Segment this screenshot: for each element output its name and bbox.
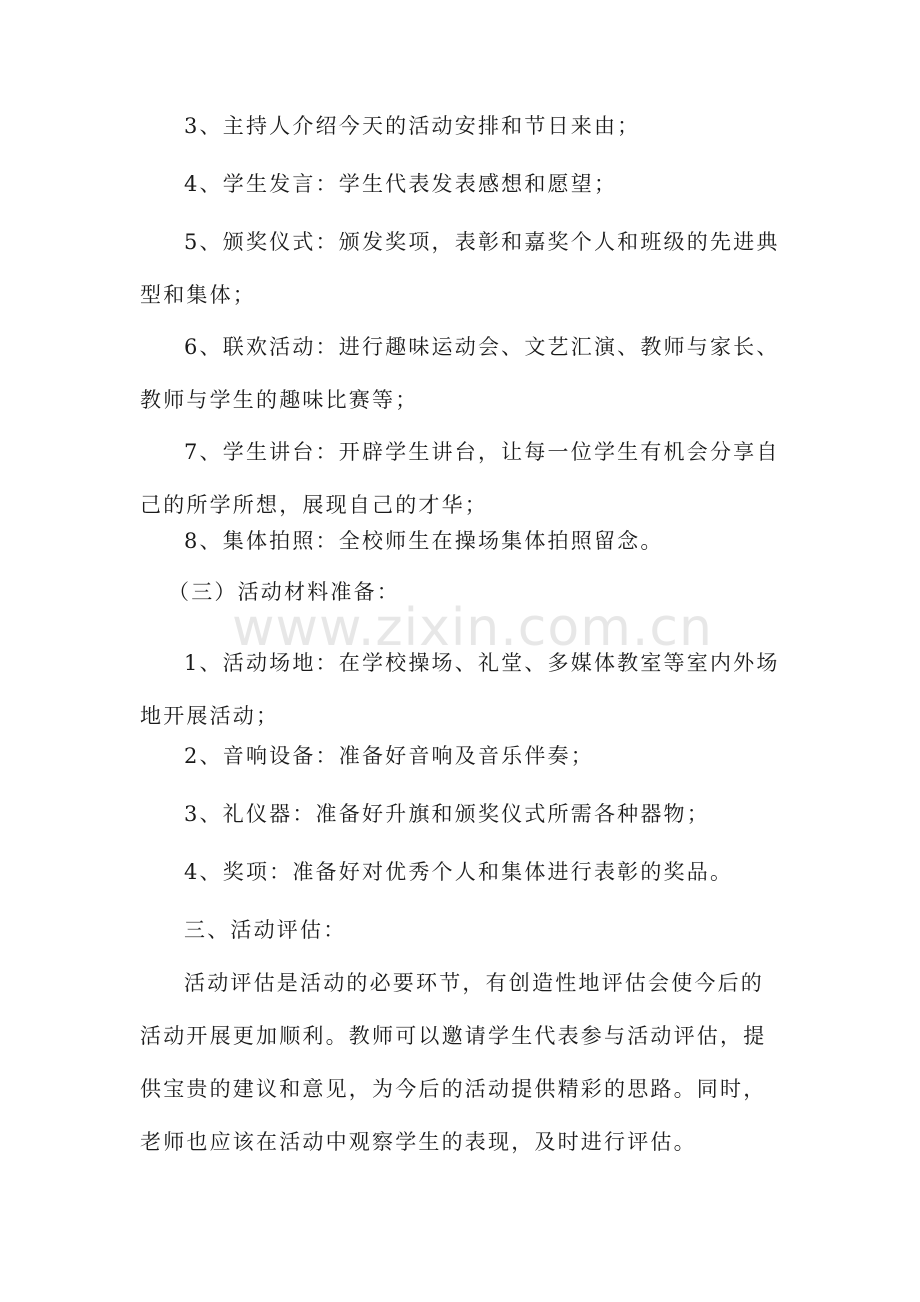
paragraph-item-6: 6、联欢活动：进行趣味运动会、文艺汇演、教师与家长、教师与学生的趣味比赛等； [140,335,780,412]
paragraph-materials-2: 2、音响设备：准备好音响及音乐伴奏； [184,744,594,768]
paragraph-item-7: 7、学生讲台：开辟学生讲台，让每一位学生有机会分享自己的所学所想，展现自己的才华； [140,440,780,517]
paragraph-materials-1: 1、活动场地：在学校操场、礼堂、多媒体教室等室内外场地开展活动； [140,651,780,728]
paragraph-evaluation: 活动评估是活动的必要环节，有创造性地评估会使今后的活动开展更加顺利。教师可以邀请学生代表参与活动评估，提供宝贵的建议和意见，为今后的活动提供精彩的思路。同时，老师也应该在活动中观察学生的表现，及时进行评估。 [140,971,767,1154]
paragraph-item-3: 3、主持人介绍今天的活动安排和节日来由； [184,114,641,138]
section-heading-materials: （三）活动材料准备： [168,580,400,604]
section-heading-evaluation: 三、活动评估： [184,918,347,942]
paragraph-item-4: 4、学生发言：学生代表发表感想和愿望； [184,172,618,196]
paragraph-item-8: 8、集体拍照：全校师生在操场集体拍照留念。 [184,529,664,553]
paragraph-materials-4: 4、奖项：准备好对优秀个人和集体进行表彰的奖品。 [184,860,734,884]
watermark-text: www.zixin.com.cn [232,598,713,658]
paragraph-item-5: 5、颁奖仪式：颁发奖项，表彰和嘉奖个人和班级的先进典型和集体； [140,230,780,307]
paragraph-materials-3: 3、礼仪器：准备好升旗和颁奖仪式所需各种器物； [184,802,710,826]
